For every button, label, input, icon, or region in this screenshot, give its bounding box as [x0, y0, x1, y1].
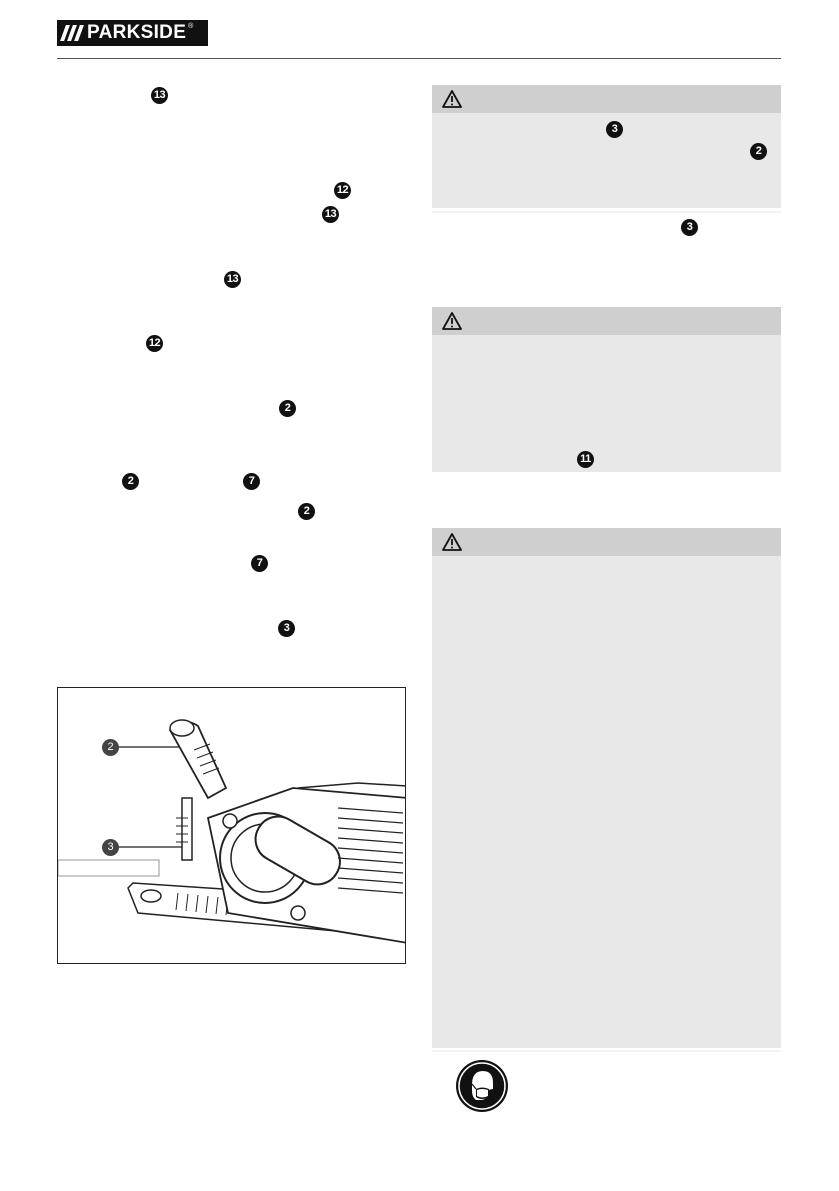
- warning-header: [432, 528, 781, 556]
- warning-triangle-icon: [442, 90, 462, 108]
- part-badge: 12: [146, 335, 163, 352]
- belt-sander-illustration: [58, 688, 405, 963]
- part-badge: 2: [298, 503, 315, 520]
- part-badge: 3: [606, 121, 623, 138]
- brand-name: PARKSIDE: [87, 22, 187, 43]
- part-badge: 7: [251, 555, 268, 572]
- warning-box: [432, 528, 781, 1048]
- warning-header: [432, 307, 781, 335]
- section-divider: [432, 1050, 781, 1052]
- part-badge: 13: [322, 206, 339, 223]
- part-badge: 3: [278, 620, 295, 637]
- part-badge: 2: [122, 473, 139, 490]
- warning-triangle-icon: [442, 533, 462, 551]
- part-badge: 11: [577, 451, 594, 468]
- part-badge: 2: [279, 400, 296, 417]
- belt-sander-figure: [57, 687, 406, 964]
- part-badge: 7: [243, 473, 260, 490]
- section-divider: [432, 211, 781, 213]
- warning-triangle-icon: [442, 312, 462, 330]
- dust-mask-icon: [455, 1059, 509, 1113]
- part-badge: 2: [750, 143, 767, 160]
- warning-box: [432, 307, 781, 472]
- parkside-logo: [57, 20, 208, 46]
- figure-callout: 3: [102, 839, 119, 856]
- part-badge: 13: [151, 87, 168, 104]
- parkside-slashes-icon: [63, 25, 81, 41]
- part-badge: 12: [334, 182, 351, 199]
- part-badge: 3: [681, 219, 698, 236]
- header-divider: [57, 58, 781, 59]
- part-badge: 13: [224, 271, 241, 288]
- warning-header: [432, 85, 781, 113]
- registered-mark: ®: [188, 23, 194, 30]
- warning-box: [432, 85, 781, 208]
- figure-callout: 2: [102, 739, 119, 756]
